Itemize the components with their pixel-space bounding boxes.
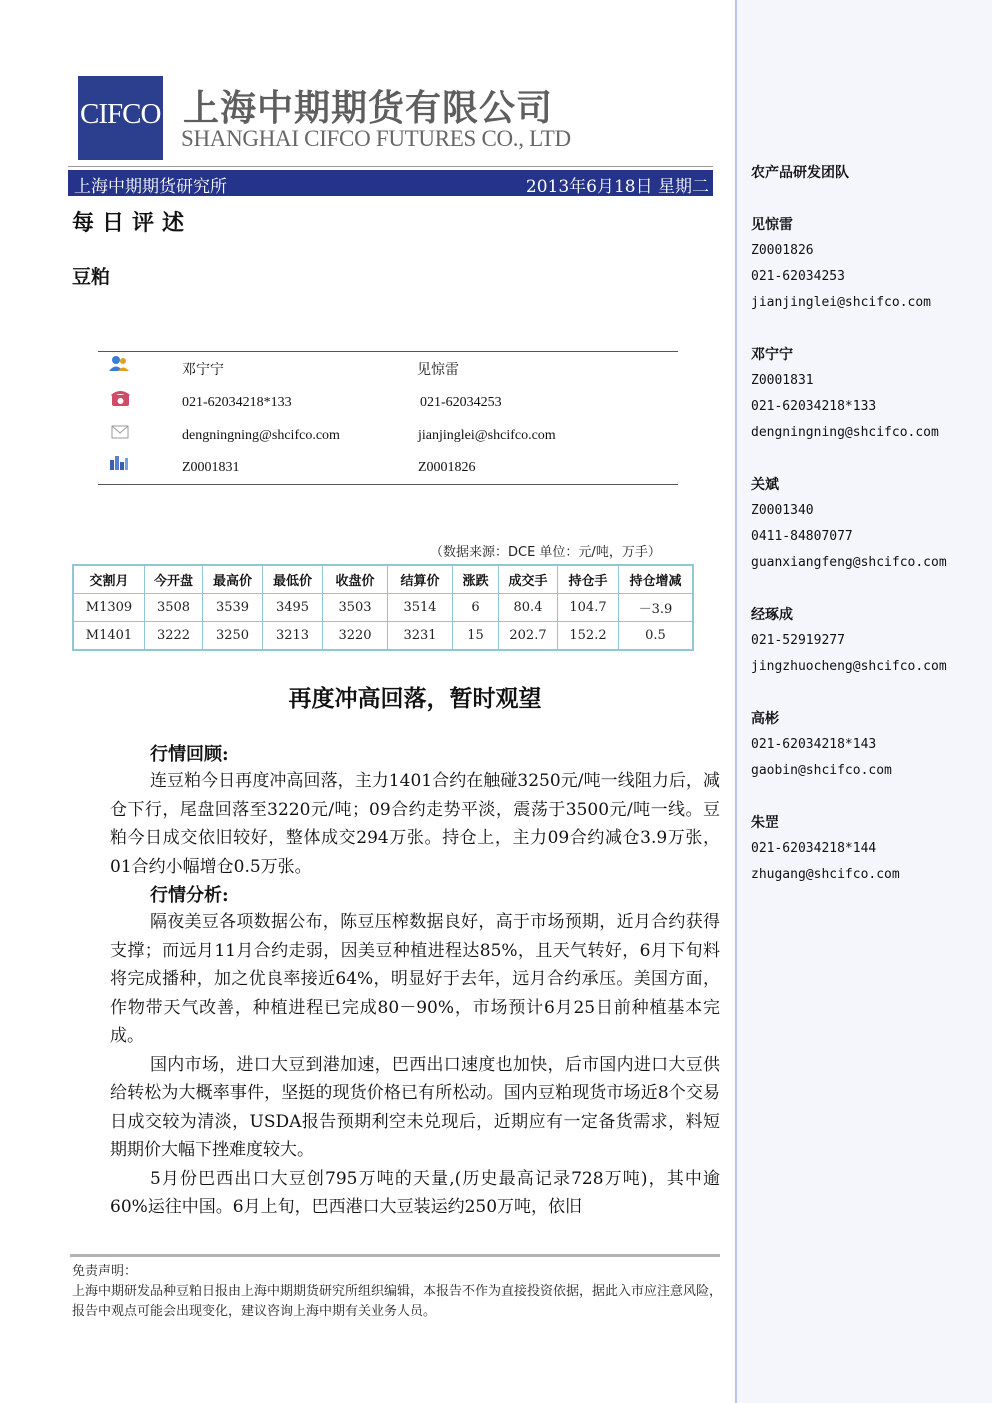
table-header: 最低价 bbox=[263, 565, 323, 594]
table-cell: 3503 bbox=[323, 594, 388, 622]
table-cell: 3222 bbox=[145, 622, 203, 651]
institute-name: 上海中期期货研究所 bbox=[74, 177, 227, 197]
person-icon bbox=[108, 354, 130, 372]
certificate-icon bbox=[108, 454, 130, 472]
team-title: 农产品研发团队 bbox=[751, 165, 849, 181]
table-header: 结算价 bbox=[388, 565, 453, 594]
member-email[interactable]: guanxiangfeng@shcifco.com bbox=[751, 555, 947, 570]
table-header: 最高价 bbox=[203, 565, 263, 594]
team-member bbox=[751, 342, 991, 446]
paragraph: 连豆粕今日再度冲高回落，主力1401合约在触碰3250元/吨一线阻力后，减仓下行，尾盘回落至3220元/吨；09合约走势平淡，震荡于3500元/吨一线。豆粕今日成交依旧较好，整体成交294万张。持仓上，主力09合约减仓3.9万张，01合约小幅增仓0.5万张。 bbox=[110, 771, 720, 877]
member-name: 邓宁宁 bbox=[751, 347, 793, 363]
company-name-cn: 上海中期期货有限公司 bbox=[183, 88, 554, 129]
author-1-id: Z0001831 bbox=[182, 460, 240, 475]
author-2-phone: 021-62034253 bbox=[420, 395, 502, 410]
member-id: Z0001340 bbox=[751, 503, 814, 518]
article-headline: 再度冲高回落，暂时观望 bbox=[288, 685, 542, 712]
table-header: 持仓增减 bbox=[619, 565, 694, 594]
disclaimer-text: 上海中期研发品种豆粕日报由上海中期期货研究所组织编辑，本报告不作为直接投资依据，据此入市应注意风险，报告中观点可能会出现变化，建议咨询上海中期有关业务人员。 bbox=[72, 1284, 723, 1319]
table-row bbox=[73, 594, 693, 622]
paragraph: 5月份巴西出口大豆创795万吨的天量,(历史最高记录728万吨)，其中逾60%运往中国。6月上旬，巴西港口大豆装运约250万吨，依旧 bbox=[110, 1168, 720, 1217]
table-cell: 3220 bbox=[323, 622, 388, 651]
price-table bbox=[72, 564, 694, 651]
author-1-phone: 021-62034218*133 bbox=[182, 395, 292, 410]
team-member bbox=[751, 602, 991, 680]
member-name: 关斌 bbox=[751, 477, 779, 493]
table-cell: 15 bbox=[453, 622, 499, 651]
section-title-analysis: 行情分析: bbox=[150, 885, 229, 906]
table-cell: 3250 bbox=[203, 622, 263, 651]
author-2-id: Z0001826 bbox=[418, 460, 476, 475]
phone-icon bbox=[110, 390, 132, 408]
team-member bbox=[751, 472, 991, 576]
author-1-name: 邓宁宁 bbox=[182, 362, 224, 378]
member-phone: 0411-84807077 bbox=[751, 529, 853, 544]
team-member bbox=[751, 706, 991, 784]
member-email[interactable]: jingzhuocheng@shcifco.com bbox=[751, 659, 947, 674]
member-phone: 021-52919277 bbox=[751, 633, 845, 648]
table-cell: 104.7 bbox=[558, 594, 619, 622]
table-cell: 3495 bbox=[263, 594, 323, 622]
team-member bbox=[751, 810, 991, 888]
report-date: 2013年6月18日 星期二 bbox=[525, 177, 709, 197]
sidebar bbox=[735, 0, 992, 1403]
table-header-row bbox=[73, 565, 693, 594]
table-cell: M1401 bbox=[73, 622, 145, 651]
table-header: 交割月 bbox=[73, 565, 145, 594]
member-id: Z0001831 bbox=[751, 373, 814, 388]
table-cell: M1309 bbox=[73, 594, 145, 622]
member-phone: 021-62034218*144 bbox=[751, 841, 877, 856]
table-cell: －3.9 bbox=[619, 594, 694, 622]
author-1-email[interactable]: dengningning@shcifco.com bbox=[182, 428, 340, 443]
team-member bbox=[751, 212, 991, 316]
table-header: 成交手 bbox=[499, 565, 558, 594]
member-name: 见惊雷 bbox=[751, 217, 793, 233]
paragraph: 隔夜美豆各项数据公布，陈豆压榨数据良好，高于市场预期，近月合约获得支撑；而远月11月合约走弱，因美豆种植进程达85%，且天气转好，6月下旬料将完成播种，加之优良率接近64%，明显好于去年，远月合约承压。美国方面，作物带天气改善，种植进程已完成80－90%，市场预计6月25日前种植基本完成。 bbox=[110, 912, 720, 1046]
report-type: 每日评述 bbox=[72, 210, 193, 236]
member-phone: 021-62034218*143 bbox=[751, 737, 877, 752]
data-source-note: （数据来源：DCE 单位：元/吨，万手） bbox=[430, 545, 661, 560]
member-email[interactable]: gaobin@shcifco.com bbox=[751, 763, 892, 778]
table-header: 涨跌 bbox=[453, 565, 499, 594]
table-cell: 3539 bbox=[203, 594, 263, 622]
table-row bbox=[73, 622, 693, 651]
contacts-top-rule bbox=[98, 351, 678, 352]
disclaimer-title: 免责声明： bbox=[72, 1264, 138, 1279]
table-cell: 0.5 bbox=[619, 622, 694, 651]
table-header: 今开盘 bbox=[145, 565, 203, 594]
disclaimer bbox=[72, 1262, 722, 1322]
table-cell: 3514 bbox=[388, 594, 453, 622]
member-name: 朱罡 bbox=[751, 815, 779, 831]
table-cell: 6 bbox=[453, 594, 499, 622]
table-cell: 152.2 bbox=[558, 622, 619, 651]
table-cell: 80.4 bbox=[499, 594, 558, 622]
author-2-email[interactable]: jianjinglei@shcifco.com bbox=[418, 428, 556, 443]
table-cell: 3508 bbox=[145, 594, 203, 622]
author-2-name: 见惊雷 bbox=[417, 362, 459, 378]
member-phone: 021-62034218*133 bbox=[751, 399, 877, 414]
email-icon bbox=[110, 423, 132, 441]
header-banner bbox=[68, 170, 713, 196]
company-name-en: SHANGHAI CIFCO FUTURES CO., LTD bbox=[181, 126, 571, 151]
paragraph: 国内市场，进口大豆到港加速，巴西出口速度也加快，后市国内进口大豆供给转松为大概率事件，坚挺的现货价格已有所松动。国内豆粕现货市场近8个交易日成交较为清淡，USDA报告预期利空未兑现后，近期应有一定备货需求，料短期期价大幅下挫难度较大。 bbox=[110, 1054, 720, 1160]
table-cell: 3213 bbox=[263, 622, 323, 651]
section-title-review: 行情回顾: bbox=[150, 744, 229, 765]
member-phone: 021-62034253 bbox=[751, 269, 845, 284]
member-id: Z0001826 bbox=[751, 243, 814, 258]
footer-rule bbox=[70, 1254, 720, 1257]
member-email[interactable]: dengningning@shcifco.com bbox=[751, 425, 939, 440]
member-email[interactable]: jianjinglei@shcifco.com bbox=[751, 295, 932, 310]
analysis-paragraphs bbox=[110, 908, 720, 1222]
contacts-bottom-rule bbox=[98, 484, 678, 485]
table-cell: 202.7 bbox=[499, 622, 558, 651]
table-cell: 3231 bbox=[388, 622, 453, 651]
team-contacts bbox=[751, 162, 991, 914]
member-email[interactable]: zhugang@shcifco.com bbox=[751, 867, 900, 882]
header-rule bbox=[68, 166, 713, 167]
member-name: 高彬 bbox=[751, 711, 779, 727]
product-name: 豆粕 bbox=[72, 266, 111, 288]
logo-text: CIFCO bbox=[80, 98, 161, 130]
table-header: 持仓手 bbox=[558, 565, 619, 594]
review-paragraph bbox=[110, 767, 720, 881]
member-name: 经琢成 bbox=[751, 607, 793, 623]
table-header: 收盘价 bbox=[323, 565, 388, 594]
